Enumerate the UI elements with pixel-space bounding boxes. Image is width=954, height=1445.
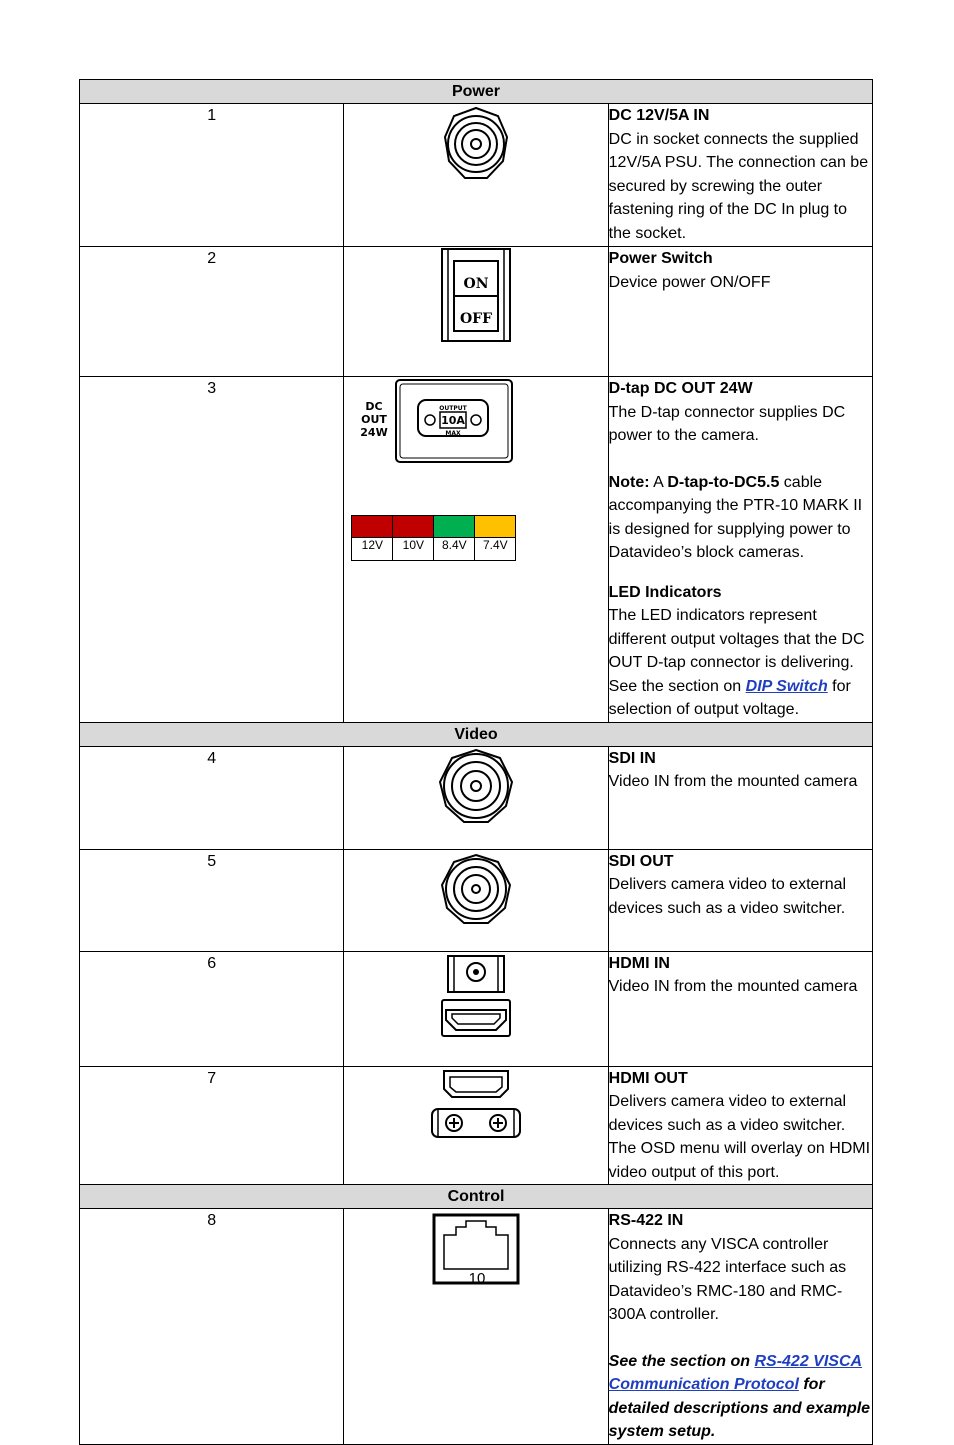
table-row	[80, 377, 873, 723]
connector-text-line2: 10A	[441, 414, 466, 427]
dc-socket-icon	[344, 106, 607, 182]
dc-out-label-line1: DC	[365, 400, 383, 413]
hdmi-lock-icon	[344, 954, 607, 1040]
section-header-control: Control	[80, 1185, 873, 1209]
port-title: HDMI IN	[608, 954, 670, 972]
led-indicators-title: LED Indicators	[608, 583, 722, 601]
table-row	[80, 746, 873, 849]
led-label: 7.4V	[475, 538, 516, 561]
led-label: 8.4V	[434, 538, 475, 561]
row-number: 4	[80, 746, 344, 849]
led-label: 10V	[393, 538, 434, 561]
port-title: SDI OUT	[608, 852, 674, 870]
led-description-text: The LED indicators represent different output voltages that the DC OUT D-tap connector is delivering. See the section on	[608, 607, 865, 695]
section-header-video: Video	[80, 722, 873, 746]
see-section-note	[609, 1350, 872, 1444]
bnc-connector-icon	[344, 853, 607, 925]
d-tap-connector-icon	[344, 378, 607, 470]
row-number: 7	[80, 1066, 344, 1185]
port-description: The D-tap connector supplies DC power to the camera.	[608, 403, 846, 444]
port-description: Video IN from the mounted camera	[608, 773, 858, 790]
row-number: 5	[80, 849, 344, 951]
switch-off-label: OFF	[459, 311, 493, 327]
note-text: A	[649, 473, 668, 491]
led-description	[609, 604, 872, 722]
table-row	[80, 104, 873, 247]
note-bold: D-tap-to-DC5.5	[667, 473, 780, 491]
connector-text-line1: OUTPUT	[439, 405, 468, 412]
port-description: Device power ON/OFF	[608, 273, 771, 291]
row-number: 2	[80, 247, 344, 377]
dip-switch-link[interactable]: DIP Switch	[745, 677, 828, 695]
note-paragraph	[609, 471, 872, 565]
row-number: 8	[80, 1209, 344, 1445]
port-title: SDI IN	[608, 749, 656, 767]
table-row	[80, 247, 873, 377]
led-swatch	[352, 516, 393, 538]
see-section-text: See the section on	[608, 1352, 755, 1370]
bnc-connector-icon	[344, 748, 607, 824]
note-label: Note:	[608, 473, 650, 491]
table-row	[80, 1209, 873, 1445]
row-number: 6	[80, 951, 344, 1066]
table-row	[80, 951, 873, 1066]
table-row	[80, 849, 873, 951]
led-indicator-legend	[351, 515, 516, 561]
port-title: Power Switch	[608, 250, 713, 267]
port-title: RS-422 IN	[608, 1212, 684, 1229]
port-description: Delivers camera video to external devices such as a video switcher. The OSD menu will overlay on HDMI video output of this port.	[608, 1093, 871, 1181]
power-switch-icon	[344, 247, 607, 343]
port-title: DC 12V/5A IN	[608, 107, 710, 124]
section-header-power: Power	[80, 80, 873, 104]
dc-out-label-line2: OUT	[361, 413, 388, 426]
row-number: 1	[80, 104, 344, 247]
led-swatch	[475, 516, 516, 538]
port-title: HDMI OUT	[608, 1069, 688, 1087]
switch-on-label: ON	[463, 276, 489, 292]
led-label: 12V	[352, 538, 393, 561]
see-section-text: for detailed descriptions and example system setup.	[608, 1376, 871, 1440]
dc-out-label-line3: 24W	[360, 426, 389, 439]
hdmi-lock-icon	[344, 1069, 607, 1145]
port-description: Delivers camera video to external devices such as a video switcher.	[608, 876, 847, 917]
port-title: D-tap DC OUT 24W	[608, 380, 753, 397]
connector-spec-table	[79, 79, 873, 1445]
port-description: Connects any VISCA controller utilizing RS-422 interface such as Datavideo’s RMC-180 and RMC-300A controller.	[608, 1235, 847, 1323]
led-swatch	[434, 516, 475, 538]
page-number: 10	[468, 1270, 486, 1287]
led-swatch	[393, 516, 434, 538]
port-description: DC in socket connects the supplied 12V/5A PSU. The connection can be secured by screwing the outer fastening ring of the DC In plug to the socket.	[608, 130, 869, 242]
led-description-text: for selection of output voltage.	[608, 677, 851, 718]
note-text: cable accompanying the PTR-10 MARK II is designed for supplying power to Datavideo’s block cameras.	[608, 473, 863, 561]
table-row	[80, 1066, 873, 1185]
row-number: 3	[80, 377, 344, 723]
rs422-protocol-link[interactable]: RS-422 VISCA Communication Protocol	[608, 1352, 863, 1393]
connector-text-line3: MAX	[445, 430, 461, 437]
port-description: Video IN from the mounted camera	[608, 978, 858, 995]
